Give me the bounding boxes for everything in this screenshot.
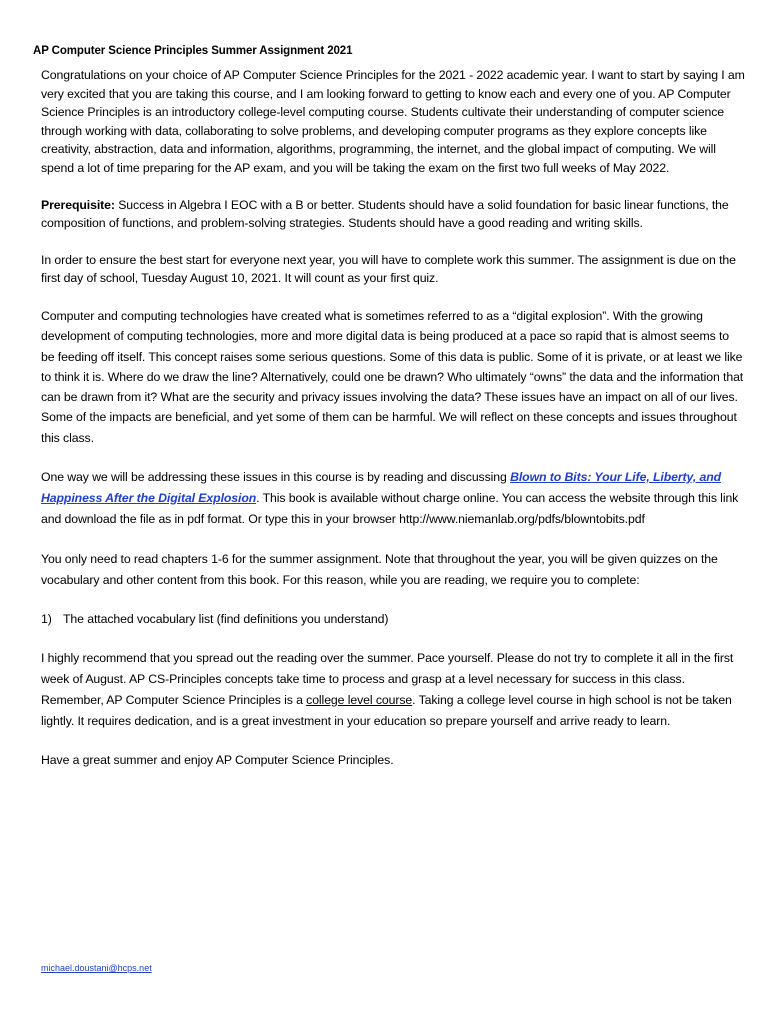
vocabulary-list-item bbox=[41, 610, 745, 629]
email-link[interactable]: michael.doustani@hcps.net bbox=[41, 963, 152, 973]
book-paragraph bbox=[41, 467, 745, 530]
chapters-paragraph: You only need to read chapters 1-6 for the summer assignment. Note that throughout the year, you will be given quizzes on the vocabulary and other content from this book. For this reason, while you are reading, we require you to complete: bbox=[41, 552, 718, 588]
prerequisite-paragraph bbox=[41, 196, 745, 233]
prerequisite-label: Prerequisite: bbox=[41, 197, 115, 212]
book-after-text: . This book is available without charge online. You can access the website through this link and download the file as in pdf format. Or type this in your browser http://www.niemanlab.org/pdfs/blowntobits.pdf bbox=[41, 491, 739, 527]
summer-work-paragraph: In order to ensure the best start for everyone next year, you will have to complete work this summer. The assignment is due on the first day of school, Tuesday August 10, 2021. It will count as your first quiz. bbox=[41, 252, 736, 286]
recommendation-text-start: I highly recommend that you spread out the reading over the summer. Pace yourself. Please do not try to complete it all in the first week of August. AP CS-Principles concepts take time to process and grasp at a level necessary for success in this class. Remember, AP Computer Science Principles is a bbox=[41, 650, 734, 707]
list-item-text: The attached vocabulary list (find definitions you understand) bbox=[63, 612, 389, 627]
digital-explosion-paragraph: Computer and computing technologies have created what is sometimes referred to as a “digital explosion”. With the growing development of computing technologies, more and more digital data is being produced at a pace so rapid that is almost seems to be feeding off itself. This concept raises some serious questions. Some of this data is public. Some of it is private, or at least we like to think it is. Where do we draw the line? Alternatively, could one be drawn? Who ultimately “owns” the data and the information that can be drawn from it? What are the security and privacy issues involving the data? These issues have an impact on all of our lives. Some of the impacts are beneficial, and yet some of them can be harmful. We will reflect on these concepts and issues throughout this class. bbox=[41, 308, 744, 445]
recommendation-paragraph bbox=[41, 648, 745, 732]
intro-paragraph: Congratulations on your choice of AP Computer Science Principles for the 2021 - 2022 academic year. I want to start by saying I am very excited that you are taking this course, and I am looking forward to getting to know each and every one of you. AP Computer Science Principles is an introductory college-level computing course. Students cultivate their understanding of computer science through working with data, collaborating to solve problems, and developing computer programs as they explore concepts like creativity, abstraction, data and information, algorithms, programming, the internet, and the global impact of computing. We will spend a lot of time preparing for the AP exam, and you will be taking the exam on the first two full weeks of May 2022. bbox=[41, 68, 745, 175]
list-item-number: 1) bbox=[41, 612, 52, 627]
book-intro-text: One way we will be addressing these issues in this course is by reading and discussing bbox=[41, 470, 511, 485]
prerequisite-text: Success in Algebra I EOC with a B or better. Students should have a solid foundation for basic linear functions, the composition of functions, and problem-solving strategies. Students should have a good reading and writing skills. bbox=[41, 197, 729, 231]
document-title: AP Computer Science Principles Summer Assignment 2021 bbox=[33, 45, 353, 57]
closing-paragraph: Have a great summer and enjoy AP Computer Science Principles. bbox=[41, 752, 394, 767]
book-title-link[interactable]: Blown to Bits: Your Life, Liberty, and Happiness After the Digital Explosion bbox=[41, 470, 722, 506]
recommendation-text-end: . Taking a college level course in high school is not be taken lightly. It requires dedication, and is a great investment in your education so prepare yourself and arrive ready to learn. bbox=[41, 692, 732, 728]
document-body bbox=[41, 66, 745, 769]
college-level-course-text: college level course bbox=[306, 692, 413, 707]
